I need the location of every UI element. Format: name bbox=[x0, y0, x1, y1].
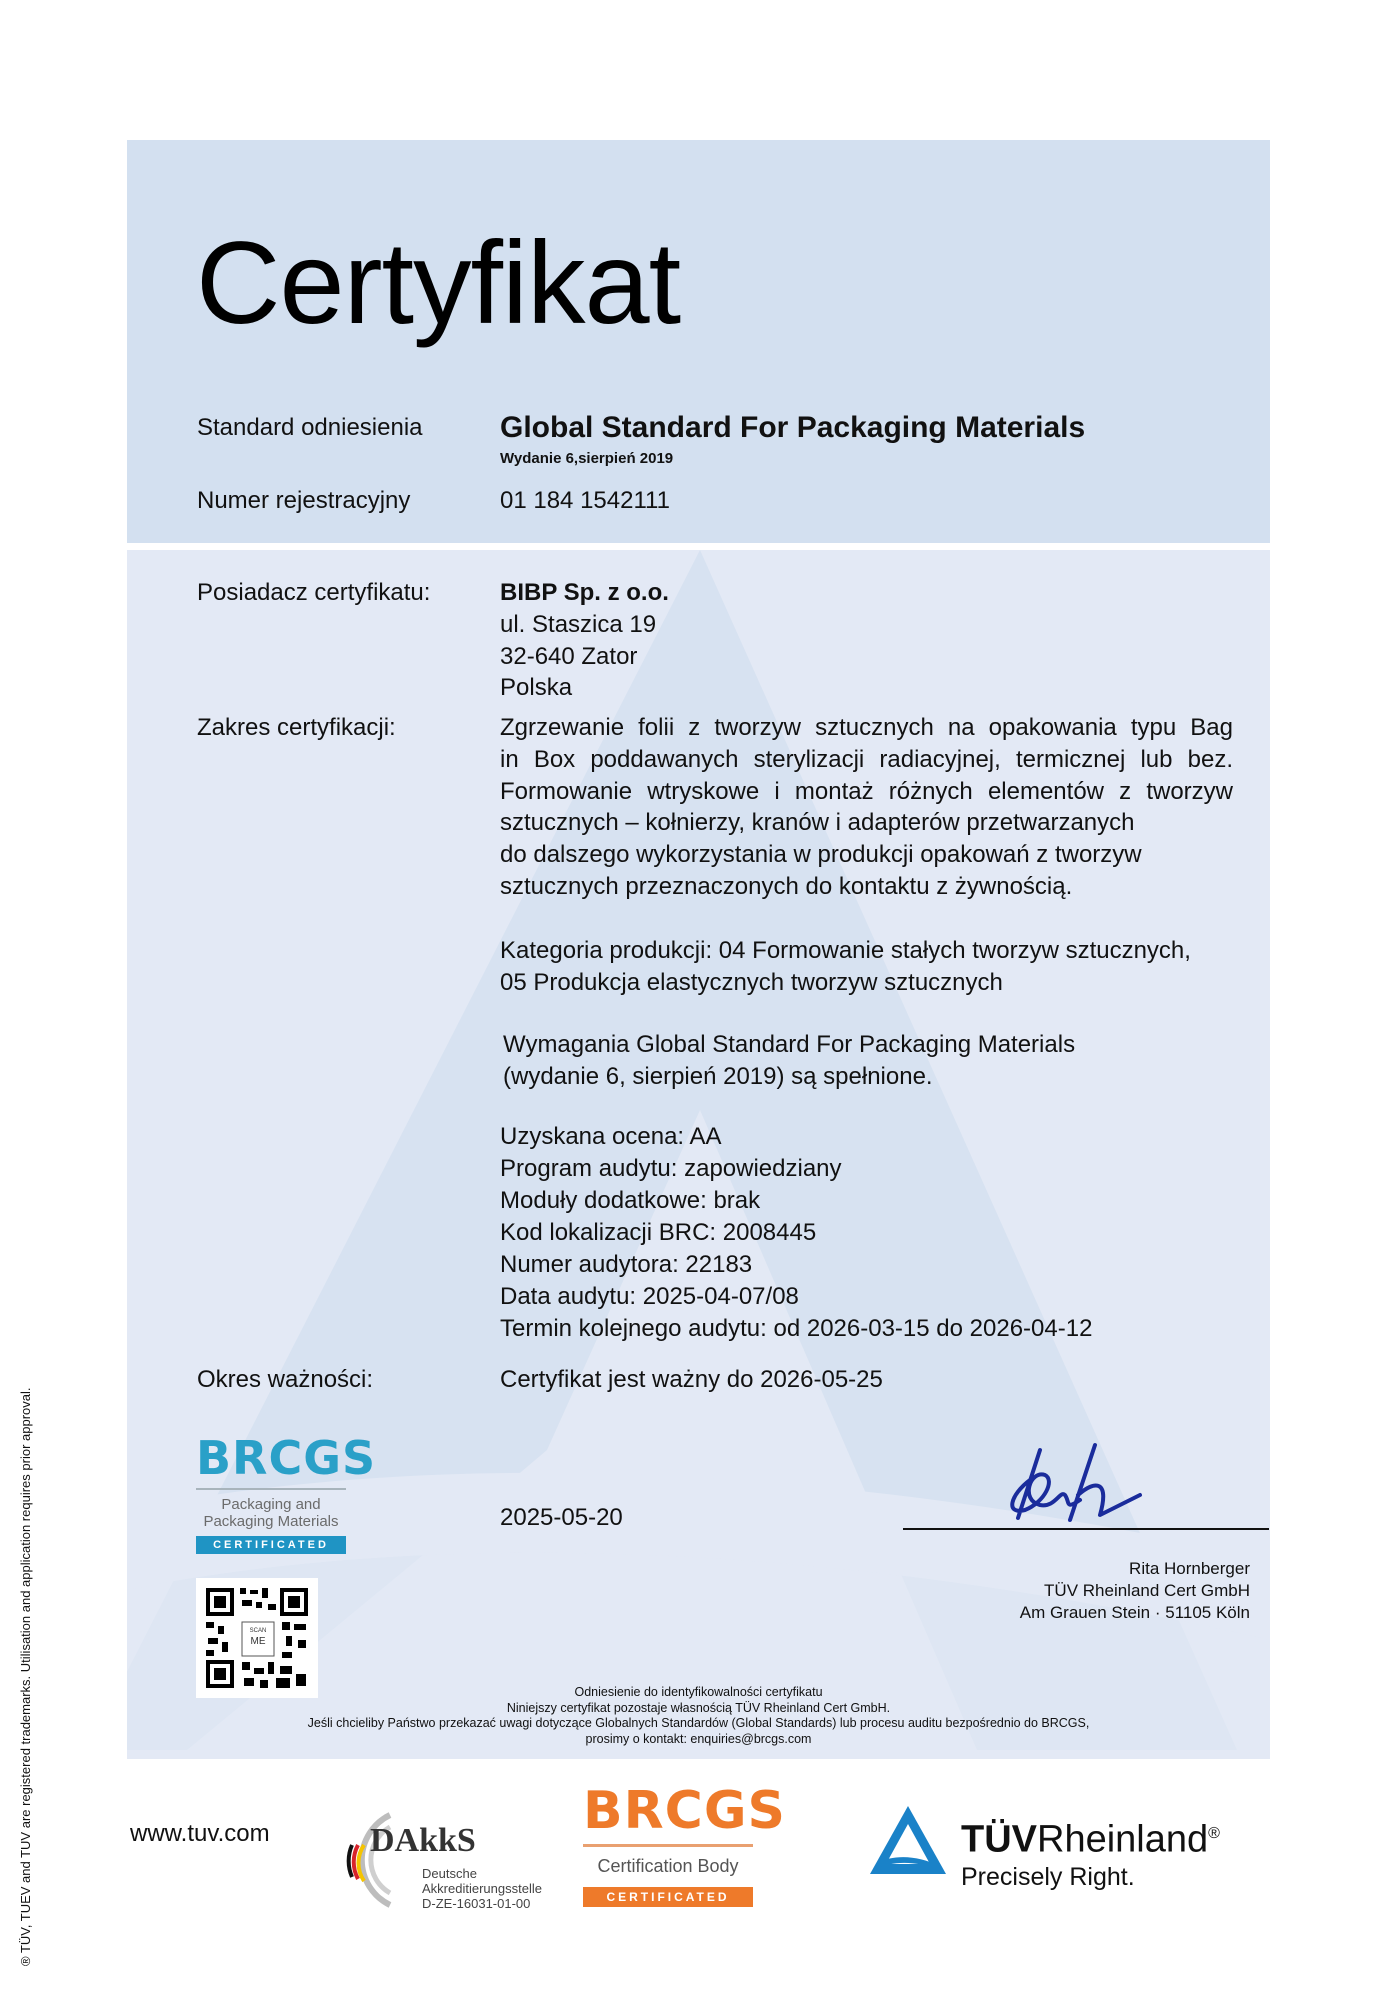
brcgs-certified-bar: CERTIFICATED bbox=[196, 1536, 346, 1554]
validity-text: Certyfikat jest ważny do 2026-05-25 bbox=[500, 1366, 883, 1393]
audit-next-window: Termin kolejnego audytu: od 2026-03-15 do 2026-04-12 bbox=[500, 1315, 1093, 1342]
audit-grade: Uzyskana ocena: AA bbox=[500, 1123, 722, 1150]
standard-label: Standard odniesienia bbox=[197, 414, 423, 441]
brcgs-cb-certified-bar: CERTIFICATED bbox=[583, 1887, 753, 1907]
holder-name: BIBP Sp. z o.o. bbox=[500, 579, 669, 606]
scope-line: Formowanie wtryskowe i montaż różnych elementów z tworzyw bbox=[500, 777, 1233, 805]
dakks-logo bbox=[330, 1800, 575, 1925]
registration-number: 01 184 1542111 bbox=[500, 487, 670, 514]
dakks-line: Akkreditierungsstelle bbox=[422, 1881, 542, 1896]
note-line: prosimy o kontakt: enquiries@brcgs.com bbox=[585, 1731, 812, 1746]
brcgs-cb-line: Certification Body bbox=[597, 1856, 739, 1876]
category-text bbox=[500, 935, 1191, 999]
dakks-text bbox=[422, 1866, 542, 1911]
scope-label: Zakres certyfikacji: bbox=[197, 714, 396, 741]
signature-icon bbox=[1000, 1440, 1180, 1525]
page-title: Certyfikat bbox=[196, 217, 681, 348]
audit-details bbox=[500, 1121, 1092, 1345]
registered-mark: ® bbox=[1208, 1825, 1220, 1842]
tuv-tagline: Precisely Right. bbox=[961, 1863, 1135, 1891]
category-line: Kategoria produkcji: 04 Formowanie stałych tworzyw sztucznych, bbox=[500, 937, 1191, 964]
standard-edition: Wydanie 6,sierpień 2019 bbox=[500, 450, 674, 467]
dakks-wordmark: DAkkS bbox=[370, 1822, 476, 1859]
tuv-wordmark-regular: Rheinland bbox=[1037, 1818, 1209, 1861]
category-line: 05 Produkcja elastycznych tworzyw sztucznych bbox=[500, 968, 1003, 996]
holder-block bbox=[500, 577, 669, 704]
brcgs-packaging-badge bbox=[196, 1431, 377, 1554]
requirements-line: Wymagania Global Standard For Packaging Materials bbox=[503, 1031, 1076, 1058]
brcgs-line1: Packaging and bbox=[221, 1496, 321, 1513]
holder-address-line: ul. Staszica 19 bbox=[500, 610, 657, 638]
signer-address: Am Grauen Stein · 51105 Köln bbox=[1019, 1603, 1250, 1622]
dakks-line: Deutsche bbox=[422, 1866, 477, 1881]
audit-modules: Moduły dodatkowe: brak bbox=[500, 1187, 761, 1214]
qr-me-label: ME bbox=[250, 1636, 266, 1647]
holder-address-line: 32-640 Zator bbox=[500, 642, 638, 670]
signer-block bbox=[1020, 1558, 1250, 1624]
audit-auditor-number: Numer audytora: 22183 bbox=[500, 1251, 753, 1278]
audit-site-code: Kod lokalizacji BRC: 2008445 bbox=[500, 1219, 817, 1246]
requirements-line: (wydanie 6, sierpień 2019) są spełnione. bbox=[503, 1062, 933, 1090]
note-line: Niniejszy certyfikat pozostaje własnością TÜV Rheinland Cert GmbH. bbox=[506, 1700, 891, 1715]
trademark-notice: ® TÜV, TUEV and TUV are registered trademarks. Utilisation and application requires prior approval. bbox=[18, 1387, 33, 1966]
signer-name: Rita Hornberger bbox=[1129, 1559, 1250, 1578]
scope-line: sztucznych – kołnierzy, kranów i adapterów przetwarzanych bbox=[500, 809, 1135, 837]
tuv-wordmark-bold: TÜV bbox=[961, 1818, 1037, 1861]
scope-line: sztucznych przeznaczonych do kontaktu z żywnością. bbox=[500, 872, 1073, 900]
holder-address-line: Polska bbox=[500, 674, 573, 702]
brcgs-cb-wordmark: BRCGS bbox=[583, 1781, 786, 1841]
qr-scan-label: SCAN bbox=[249, 1628, 267, 1634]
tuv-wordmark bbox=[961, 1812, 1220, 1862]
signer-company: TÜV Rheinland Cert GmbH bbox=[1044, 1581, 1250, 1600]
note-line: Odniesienie do identyfikowalności certyfikatu bbox=[574, 1685, 823, 1699]
qr-code[interactable] bbox=[196, 1578, 318, 1698]
brcgs-logo: BRCGS bbox=[196, 1431, 377, 1485]
audit-program: Program audytu: zapowiedziany bbox=[500, 1155, 842, 1182]
brcgs-cb-divider bbox=[583, 1844, 753, 1847]
note-line: Jeśli chcieliby Państwo przekazać uwagi dotyczące Globalnych Standardów (Global Standards) lub procesu auditu bezpośrednio do BRCGS, bbox=[307, 1716, 1090, 1730]
scope-line: Zgrzewanie folii z tworzyw sztucznych na opakowania typu Bag bbox=[500, 714, 1233, 741]
brcgs-certification-body-logo bbox=[583, 1780, 786, 1907]
website-link[interactable]: www.tuv.com bbox=[130, 1820, 270, 1847]
tuv-triangle-icon bbox=[868, 1804, 948, 1876]
issue-date: 2025-05-20 bbox=[500, 1504, 623, 1531]
requirements-text bbox=[503, 1029, 1075, 1093]
brcgs-divider bbox=[196, 1488, 346, 1490]
brcgs-line2: Packaging Materials bbox=[203, 1513, 339, 1530]
signature-line bbox=[903, 1528, 1269, 1530]
traceability-note bbox=[127, 1685, 1270, 1747]
tuv-rheinland-logo bbox=[868, 1800, 1268, 1910]
validity-label: Okres ważności: bbox=[197, 1366, 374, 1393]
standard-name: Global Standard For Packaging Materials bbox=[500, 411, 1086, 444]
holder-label: Posiadacz certyfikatu: bbox=[197, 579, 431, 606]
registration-label: Numer rejestracyjny bbox=[197, 487, 411, 514]
scope-line: do dalszego wykorzystania w produkcji opakowań z tworzyw bbox=[500, 841, 1142, 869]
dakks-accreditation-number: D-ZE-16031-01-00 bbox=[422, 1896, 531, 1911]
scope-line: in Box poddawanych sterylizacji radiacyjnej, termicznej lub bez. bbox=[500, 745, 1233, 773]
scope-text bbox=[500, 712, 1233, 903]
audit-date: Data audytu: 2025-04-07/08 bbox=[500, 1283, 799, 1310]
